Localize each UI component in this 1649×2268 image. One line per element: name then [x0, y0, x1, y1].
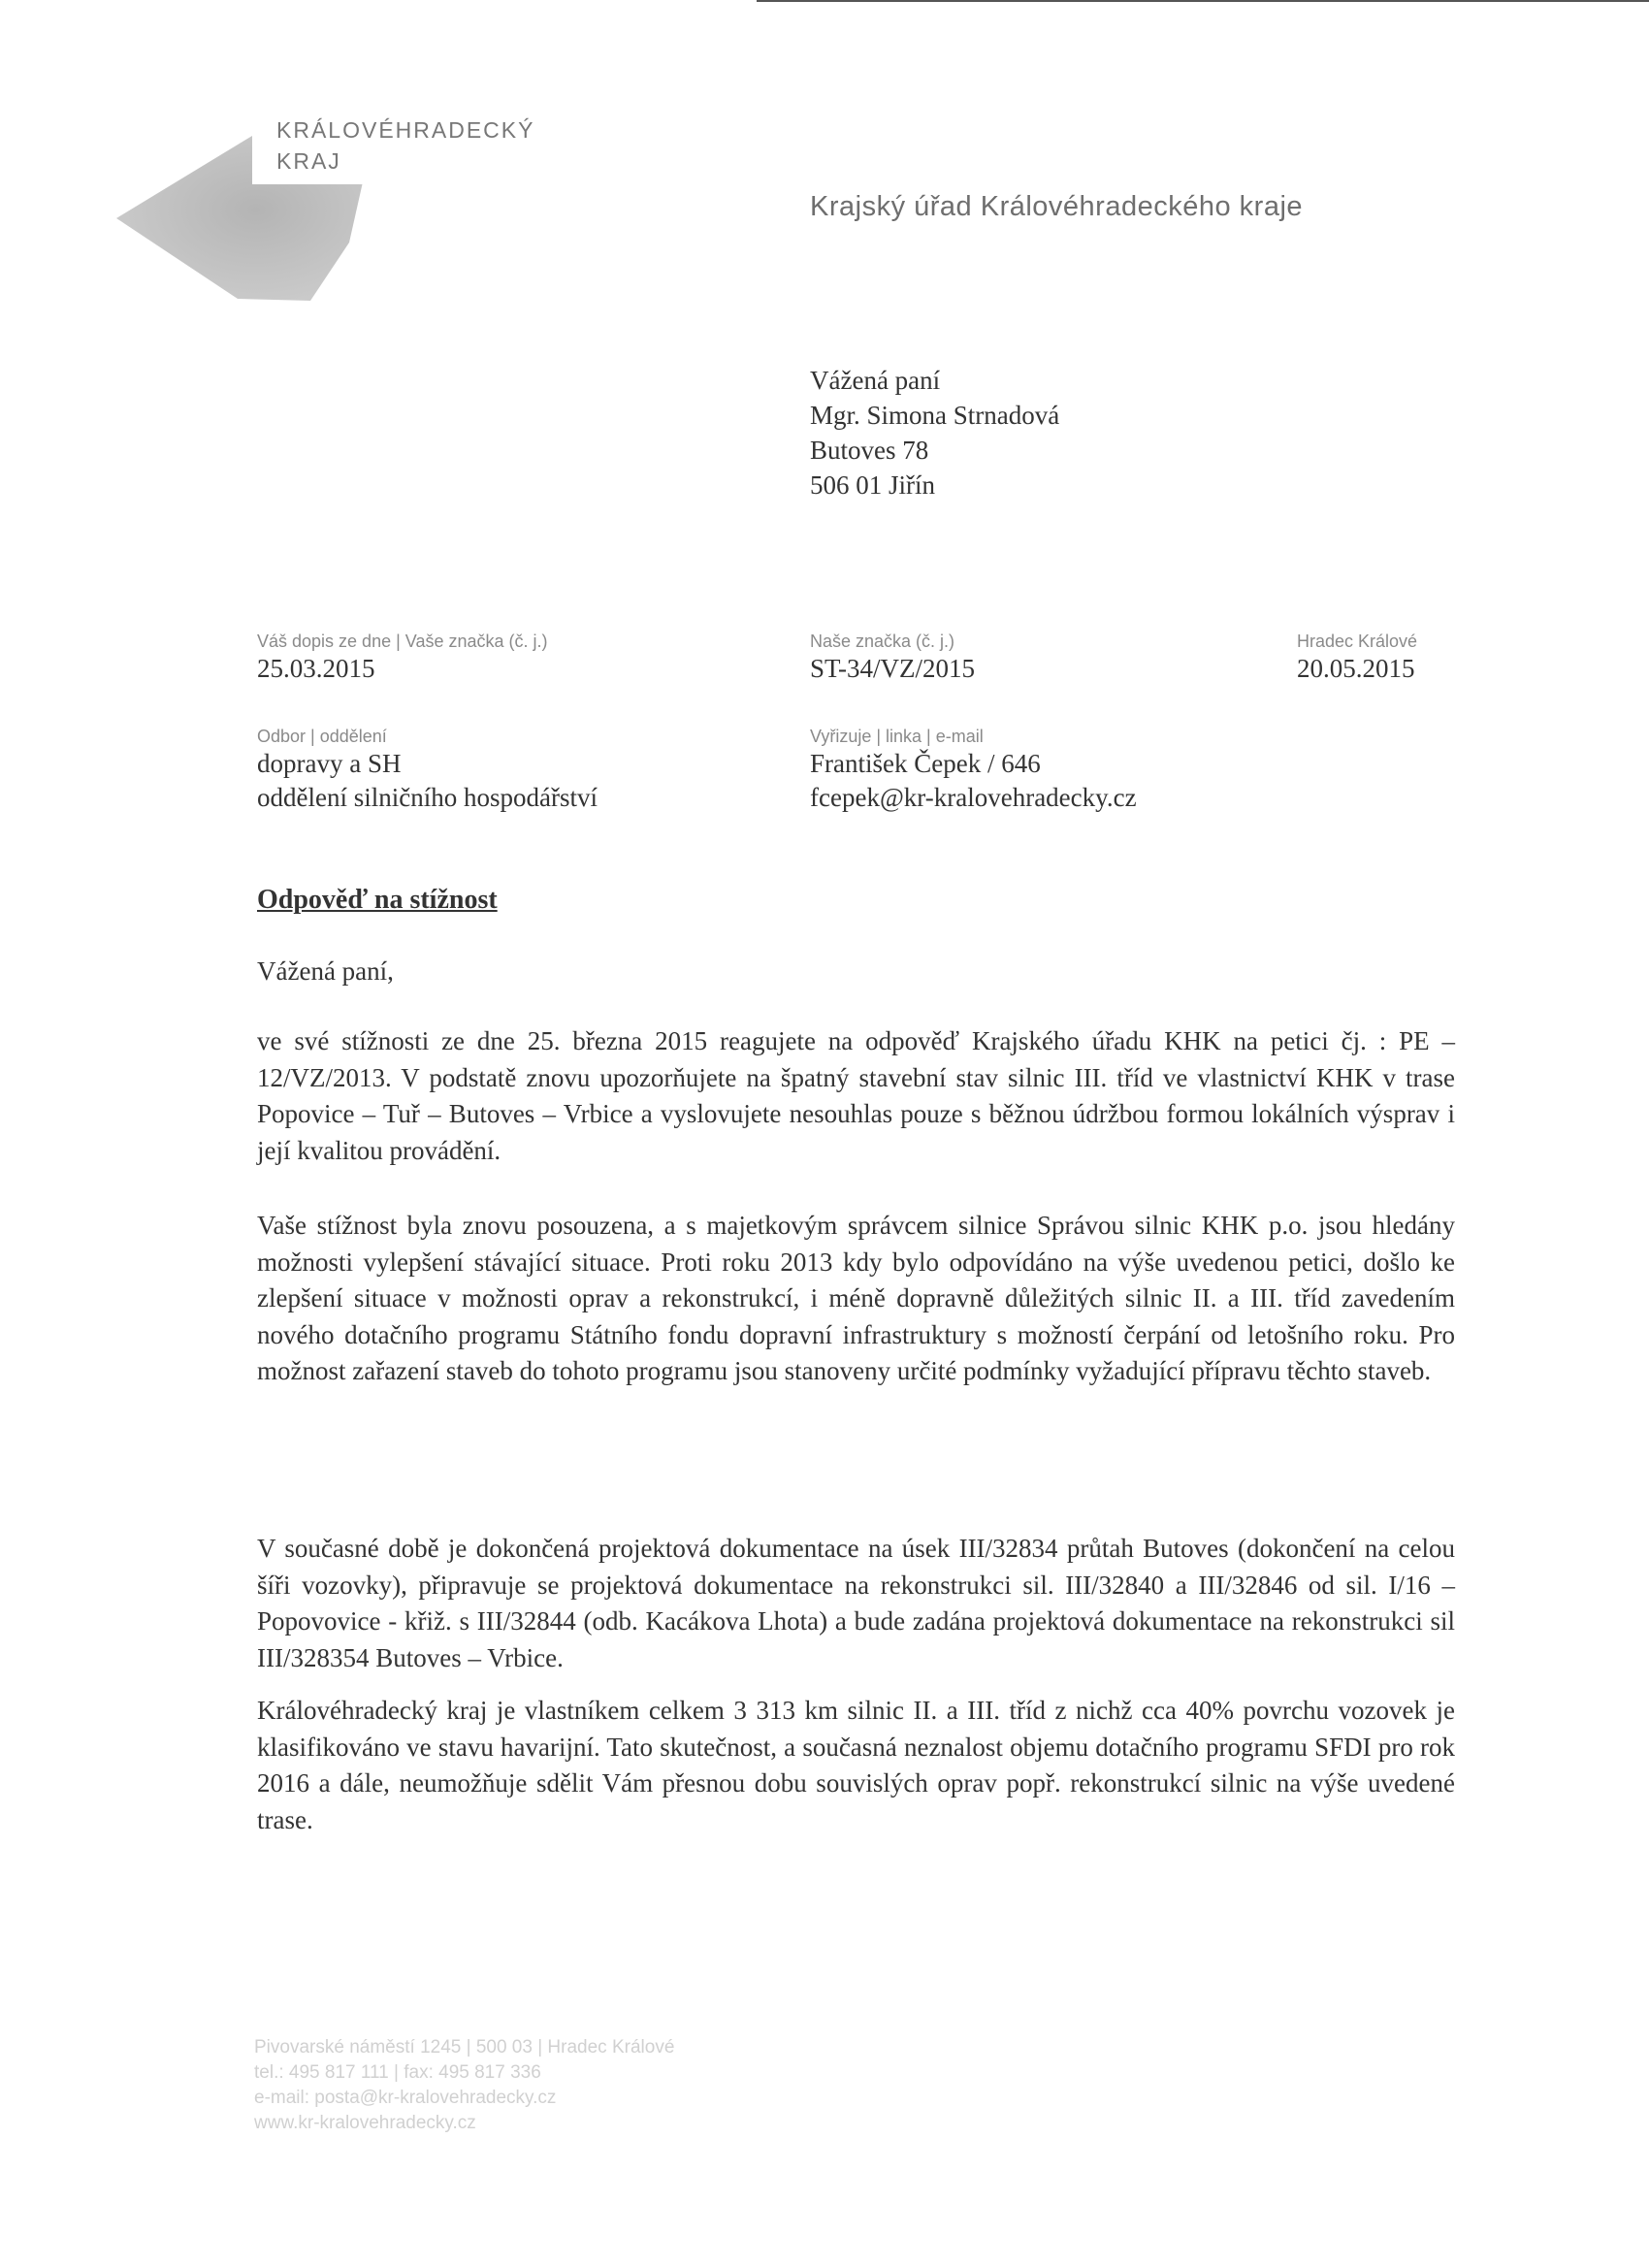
- place-date-block: [1297, 631, 1417, 686]
- footer-website[interactable]: www.kr-kralovehradecky.cz: [254, 2113, 476, 2133]
- footer-contact: [254, 2035, 674, 2136]
- contact-label: Vyřizuje | linka | e-mail: [810, 727, 984, 746]
- body-paragraph-1: ve své stížnosti ze dne 25. března 2015 reagujete na odpověď Krajského úřadu KHK na petici čj. : PE – 12/VZ/2013. V podstatě znovu upozorňujete na špatný stavební stav silnic III. tříd ve vlastnictví KHK v trase Popovice – Tuř – Butoves – Vrbice a vyslovujete nesouhlas pouze s běžnou údržbou formou lokálních výsprav i její kvalitou provádění.: [257, 1026, 1455, 1165]
- department-label: Odbor | oddělení: [257, 727, 387, 746]
- contact-email[interactable]: fcepek@kr-kralovehradecky.cz: [810, 783, 1137, 812]
- contact-block: [810, 726, 1137, 815]
- section-line: oddělení silničního hospodářství: [257, 783, 598, 812]
- recipient-name: Mgr. Simona Strnadová: [810, 401, 1060, 430]
- contact-name: František Čepek / 646: [810, 749, 1041, 778]
- your-letter-date: 25.03.2015: [257, 654, 375, 683]
- recipient-street: Butoves 78: [810, 436, 929, 465]
- footer-email[interactable]: e-mail: posta@kr-kralovehradecky.cz: [254, 2088, 557, 2108]
- office-title: Krajský úřad Královéhradeckého kraje: [810, 191, 1304, 222]
- letter-date: 20.05.2015: [1297, 654, 1415, 683]
- our-ref-value: ST-34/VZ/2015: [810, 654, 976, 683]
- our-ref-label: Naše značka (č. j.): [810, 632, 955, 651]
- our-ref-block: [810, 631, 975, 686]
- footer-phone: tel.: 495 817 111 | fax: 495 817 336: [254, 2062, 541, 2083]
- recipient-address: [810, 363, 1059, 502]
- department-block: [257, 726, 598, 815]
- body-paragraph-2: Vaše stížnost byla znovu posouzena, a s majetkovým správcem silnice Správou silnic KHK p.o. jsou hledány možnosti vylepšení stávající situace. Proti roku 2013 kdy bylo odpovídáno na výše uvedenou petici, došlo ke zlepšení situace v možnosti oprav a rekonstrukcí, i méně dopravně důležitých silnic II. a III. tříd zavedením nového dotačního programu Státního fondu dopravní infrastruktury s možností čerpání od letošního roku. Pro možnost zařazení staveb do tohoto programu jsou stanoveny určité podmínky vyžadující přípravu těchto staveb.: [257, 1211, 1455, 1385]
- letter-subject: Odpověď na stížnost: [257, 885, 498, 915]
- footer-address: Pivovarské náměstí 1245 | 500 03 | Hradec Králové: [254, 2037, 675, 2057]
- logo-text: [276, 114, 534, 177]
- body-paragraph-4: Královéhradecký kraj je vlastníkem celkem 3 313 km silnic II. a III. tříd z nichž cca 40% povrchu vozovek je klasifikováno ve stavu havarijní. Tato skutečnost, a současná neznalost objemu dotačního programu SFDI pro rok 2016 a dále, neumožňuje sdělit Vám přesnou dobu souvislých oprav popř. rekonstrukcí silnic na výše uvedené trase.: [257, 1696, 1455, 1834]
- logo-line-1: KRÁLOVÉHRADECKÝ: [276, 117, 535, 143]
- body-paragraph-3: V současné době je dokončená projektová dokumentace na úsek III/32834 průtah Butoves (dokončení na celou šíři vozovky), připravuje se projektová dokumentace na rekonstrukci sil. III/32840 a III/32846 od sil. I/16 – Popovovice - křiž. s III/32844 (odb. Kacákova Lhota) a bude zadána projektová dokumentace na rekonstrukci sil III/328354 Butoves – Vrbice.: [257, 1534, 1455, 1672]
- place-label: Hradec Králové: [1297, 632, 1418, 651]
- top-border-line: [757, 0, 1649, 2]
- recipient-city: 506 01 Jiřín: [810, 470, 936, 500]
- your-letter-block: [257, 631, 548, 686]
- your-letter-label: Váš dopis ze dne | Vaše značka (č. j.): [257, 632, 548, 651]
- logo-line-2: KRAJ: [276, 148, 341, 174]
- letter-salutation: Vážená paní,: [257, 956, 394, 986]
- recipient-salutation: Vážená paní: [810, 366, 941, 395]
- department-line: dopravy a SH: [257, 749, 402, 778]
